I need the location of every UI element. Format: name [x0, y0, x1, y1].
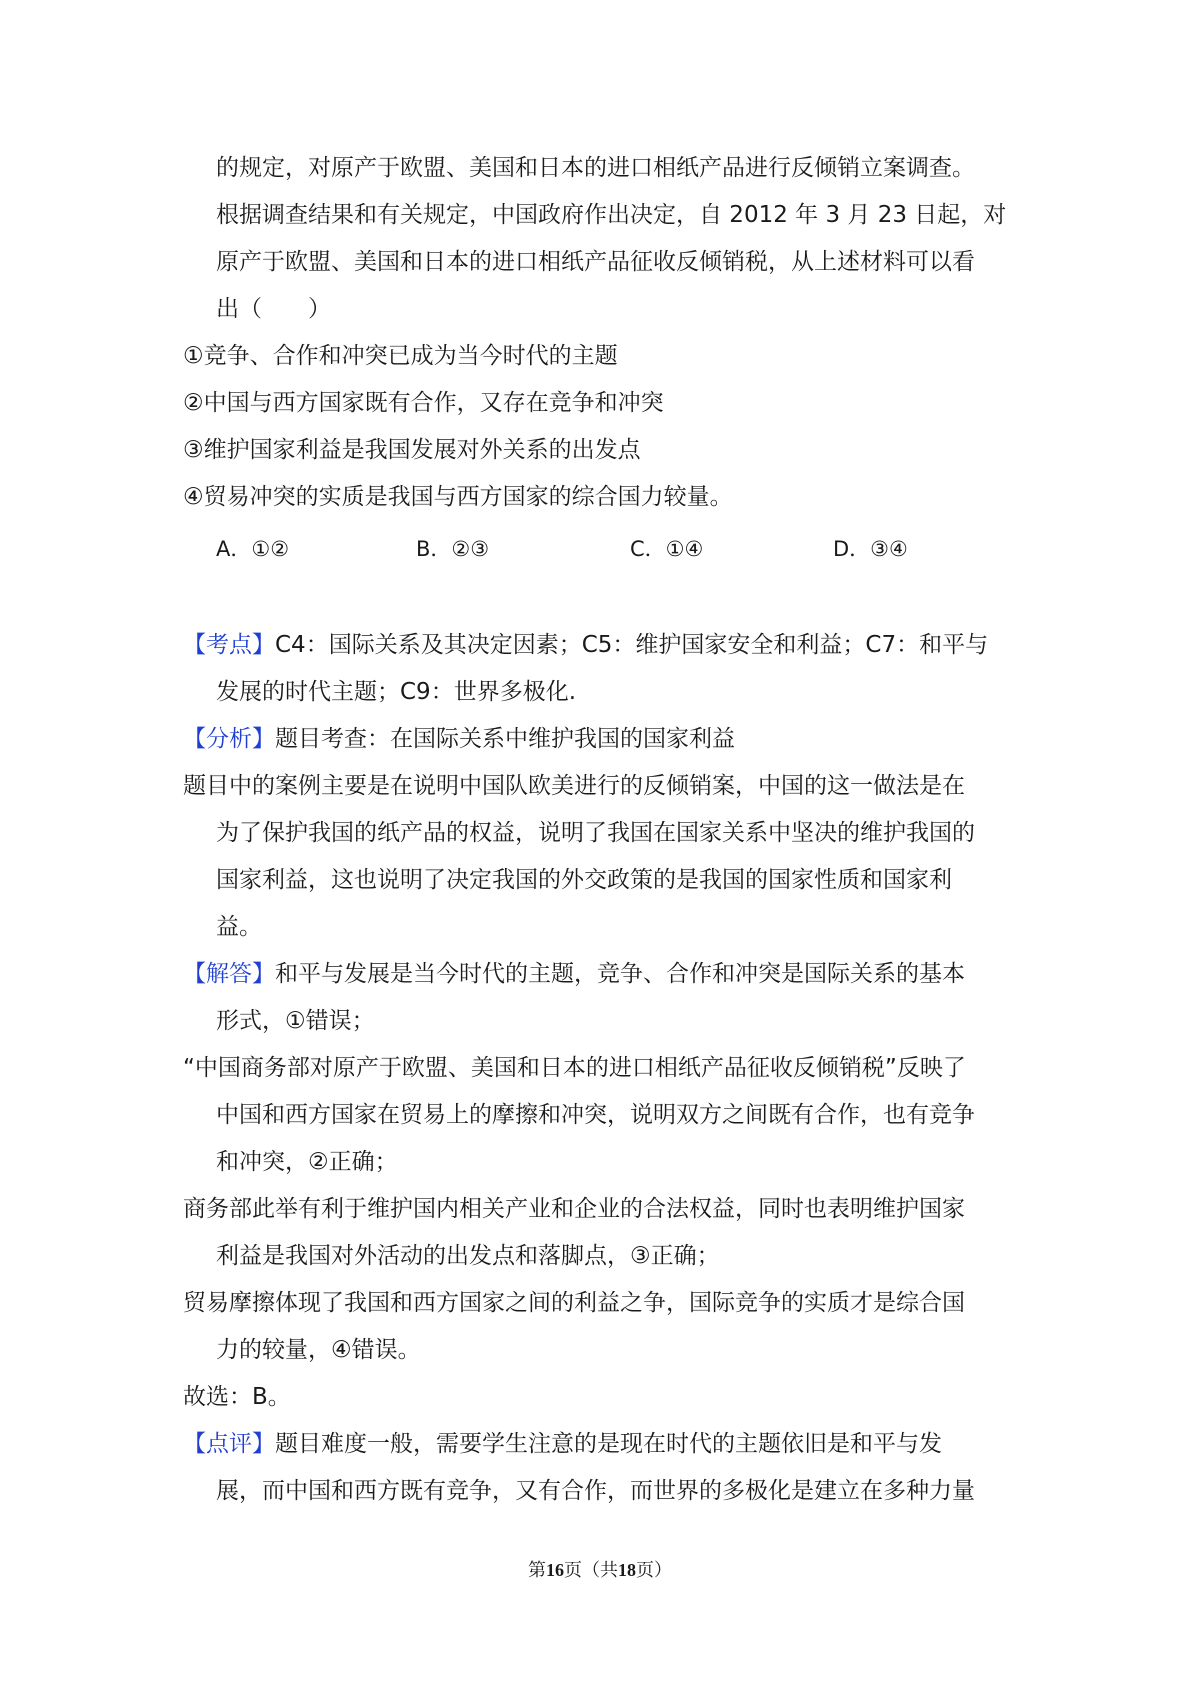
- jieda-line: [183, 958, 965, 990]
- dianping-line: 展，而中国和西方既有竞争，又有合作，而世界的多极化是建立在多种力量: [216, 1478, 975, 1504]
- choice-b: B．②③: [416, 537, 490, 561]
- question-stem-line: 根据调查结果和有关规定，中国政府作出决定，自 2012 年 3 月 23 日起，对: [216, 202, 1007, 228]
- statement-2: ②中国与西方国家既有合作，又存在竞争和冲突: [183, 390, 664, 416]
- question-stem-line: 出（ ）: [216, 296, 331, 322]
- fenxi-text: 题目考查：在国际关系中维护我国的国家利益: [275, 726, 735, 752]
- jieda-line: 贸易摩擦体现了我国和西方国家之间的利益之争，国际竞争的实质才是综合国: [183, 1290, 965, 1316]
- fenxi-tag: 【分析】: [183, 726, 275, 752]
- fenxi-line: [183, 723, 735, 755]
- kaodian-tag: 【考点】: [183, 632, 275, 658]
- kaodian-line: [183, 629, 988, 661]
- dianping-text: 题目难度一般，需要学生注意的是现在时代的主题依旧是和平与发: [275, 1431, 942, 1457]
- jieda-line: 力的较量，④错误。: [216, 1337, 421, 1363]
- question-stem-line: 原产于欧盟、美国和日本的进口相纸产品征收反倾销税，从上述材料可以看: [216, 249, 975, 275]
- page-footer: [0, 1556, 1200, 1582]
- answer-line: 故选：B。: [183, 1384, 291, 1410]
- jieda-line: 形式，①错误；: [216, 1008, 375, 1034]
- kaodian-text: C4：国际关系及其决定因素；C5：维护国家安全和利益；C7：和平与: [275, 632, 989, 658]
- footer-prefix: 第: [528, 1560, 546, 1581]
- jieda-line: 商务部此举有利于维护国内相关产业和企业的合法权益，同时也表明维护国家: [183, 1196, 965, 1222]
- jieda-line: 和冲突，②正确；: [216, 1149, 398, 1175]
- footer-suffix: 页）: [636, 1560, 672, 1581]
- fenxi-line: 题目中的案例主要是在说明中国队欧美进行的反倾销案，中国的这一做法是在: [183, 773, 965, 799]
- dianping-line: [183, 1428, 942, 1460]
- jieda-tag: 【解答】: [183, 961, 275, 987]
- question-stem-line: 的规定，对原产于欧盟、美国和日本的进口相纸产品进行反倾销立案调查。: [216, 155, 975, 181]
- jieda-line: “中国商务部对原产于欧盟、美国和日本的进口相纸产品征收反倾销税”反映了: [183, 1055, 966, 1081]
- footer-middle: 页（共: [564, 1560, 618, 1581]
- jieda-line: 中国和西方国家在贸易上的摩擦和冲突，说明双方之间既有合作，也有竞争: [216, 1102, 975, 1128]
- statement-1: ①竞争、合作和冲突已成为当今时代的主题: [183, 343, 618, 369]
- page-total: 18: [618, 1560, 636, 1580]
- fenxi-line: 国家利益，这也说明了决定我国的外交政策的是我国的国家性质和国家利: [216, 867, 952, 893]
- jieda-text: 和平与发展是当今时代的主题，竞争、合作和冲突是国际关系的基本: [275, 961, 965, 987]
- dianping-tag: 【点评】: [183, 1431, 275, 1457]
- page-number: 16: [546, 1560, 564, 1580]
- choice-d: D．③④: [833, 537, 908, 561]
- fenxi-line: 益。: [216, 914, 262, 940]
- kaodian-line: 发展的时代主题；C9：世界多极化.: [216, 679, 577, 705]
- statement-4: ④贸易冲突的实质是我国与西方国家的综合国力较量。: [183, 484, 733, 510]
- statement-3: ③维护国家利益是我国发展对外关系的出发点: [183, 437, 641, 463]
- choice-a: A．①②: [216, 537, 290, 561]
- fenxi-line: 为了保护我国的纸产品的权益，说明了我国在国家关系中坚决的维护我国的: [216, 820, 975, 846]
- jieda-line: 利益是我国对外活动的出发点和落脚点，③正确；: [216, 1243, 720, 1269]
- choice-c: C．①④: [630, 537, 704, 561]
